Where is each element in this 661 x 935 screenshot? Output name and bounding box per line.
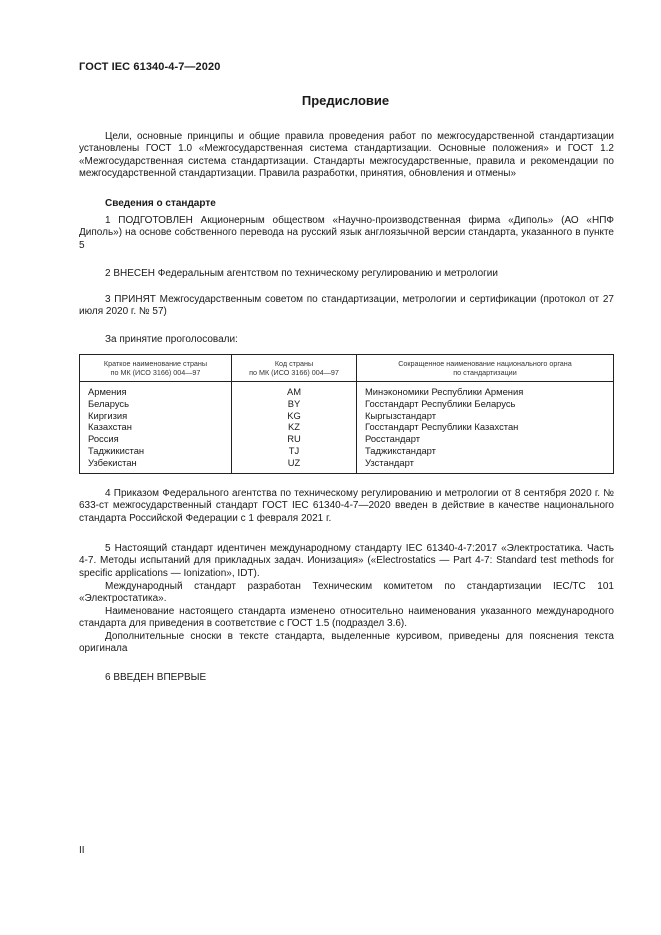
item-5-identical: 5 Настоящий стандарт идентичен международному стандарту IEC 61340-4-7:2017 «Электростатика. Часть 4-7. Методы испытаний для прикладных задач. Ионизация» («Electrostatics — Part 4-7: Standard test methods for specific applications — Ionization», IDT). [79,543,614,579]
document-code-header: ГОСТ IEC 61340-4-7—2020 [79,61,221,73]
code-cell: BY [232,398,357,410]
country-cell: Беларусь [80,398,232,410]
header-country-name [80,355,232,382]
item-6-first-introduced: 6 ВВЕДЕН ВПЕРВЫЕ [105,672,207,683]
item-5-footnotes: Дополнительные сноски в тексте стандарта, выделенные курсивом, приведены для пояснения текста оригинала [79,631,614,655]
page-number: II [79,845,85,856]
header-body-line2: по стандартизации [453,368,517,377]
table-row [80,398,614,410]
intro-paragraph: Цели, основные принципы и общие правила проведения работ по межгосударственной стандартизации установлены ГОСТ 1.0 «Межгосударственная система стандартизации. Основные положения» и ГОСТ 1.2 «Межгосударственная система стандартизации. Стандарты межгосударственные, правила и рекомендации по межгосударственной стандартизации. Правила разработки, принятия, обновления и отмены» [79,131,614,179]
item-2-submitted: 2 ВНЕСЕН Федеральным агентством по техническому регулированию и метрологии [105,268,498,279]
body-cell: Кыргызстандарт [357,410,614,422]
body-cell: Госстандарт Республики Казахстан [357,421,614,433]
table-row [80,410,614,422]
code-cell: AM [232,382,357,398]
table-row [80,457,614,473]
header-country-line1: Краткое наименование страны [103,359,208,368]
country-cell: Узбекистан [80,457,232,473]
header-country-code [232,355,357,382]
page-title: Предисловие [301,93,390,108]
header-body-line1: Сокращенное наименование национального органа [398,359,572,368]
country-cell: Армения [80,382,232,398]
item-3-adopted: 3 ПРИНЯТ Межгосударственным советом по стандартизации, метрологии и сертификации (протокол от 27 июля 2020 г. № 57) [79,294,614,318]
body-cell: Узстандарт [357,457,614,473]
country-cell: Россия [80,433,232,445]
header-code-line1: Код страны [274,359,314,368]
item-5-title-change: Наименование настоящего стандарта изменено относительно наименования указанного международного стандарта для приведения в соответствие с ГОСТ 1.5 (подраздел 3.6). [79,606,614,630]
code-cell: RU [232,433,357,445]
country-cell: Киргизия [80,410,232,422]
body-cell: Госстандарт Республики Беларусь [357,398,614,410]
code-cell: KZ [232,421,357,433]
voting-table [79,354,614,474]
code-cell: TJ [232,445,357,457]
table-row [80,421,614,433]
item-5-developer: Международный стандарт разработан Техническим комитетом по стандартизации IEC/TC 101 «Электростатика». [79,581,614,605]
code-cell: UZ [232,457,357,473]
header-national-body [357,355,614,382]
body-cell: Таджикстандарт [357,445,614,457]
body-cell: Минэкономики Республики Армения [357,382,614,398]
country-cell: Казахстан [80,421,232,433]
table-row [80,382,614,398]
table-row [80,433,614,445]
body-cell: Росстандарт [357,433,614,445]
voting-table-header [80,355,614,382]
about-standard-heading: Сведения о стандарте [105,198,216,209]
header-country-line2: по МК (ИСО 3166) 004—97 [110,368,201,377]
header-code-line2: по МК (ИСО 3166) 004—97 [249,368,339,377]
voting-label: За принятие проголосовали: [105,334,238,345]
table-row [80,445,614,457]
code-cell: KG [232,410,357,422]
item-1-prepared: 1 ПОДГОТОВЛЕН Акционерным обществом «Научно-производственная фирма «Диполь» (АО «НПФ Диполь») на основе собственного перевода на русский язык англоязычной версии стандарта, указанного в пункте 5 [79,215,614,251]
country-cell: Таджикистан [80,445,232,457]
item-4-enacted: 4 Приказом Федерального агентства по техническому регулированию и метрологии от 8 сентября 2020 г. № 633-ст межгосударственный стандарт ГОСТ IEC 61340-4-7—2020 введен в действие в качестве национального стандарта Российской Федерации с 1 февраля 2021 г. [79,488,614,524]
